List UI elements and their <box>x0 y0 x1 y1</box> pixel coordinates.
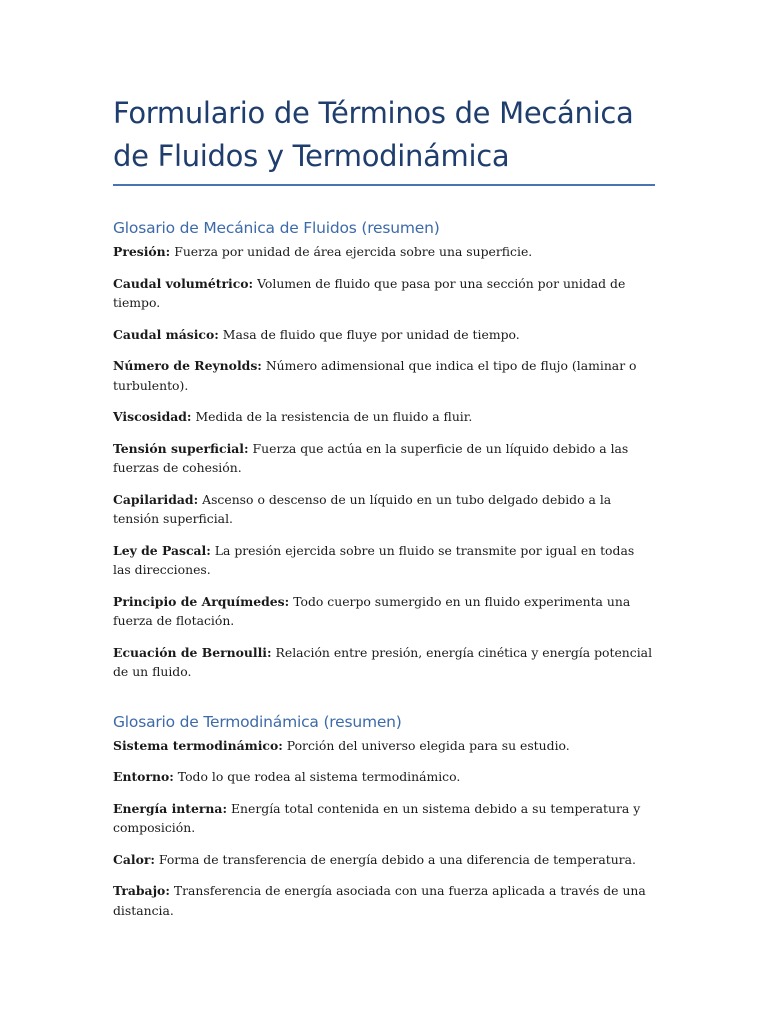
glossary-entry <box>113 799 655 838</box>
glossary-term: Caudal volumétrico: <box>113 275 254 291</box>
glossary-definition: Relación entre presión, energía cinética y energía potencial de un fluido. <box>113 644 653 679</box>
glossary-definition: Masa de fluido que fluye por unidad de tiempo. <box>222 326 520 342</box>
glossary-term: Presión: <box>113 244 171 259</box>
glossary-definition: Porción del universo elegida para su estudio. <box>286 737 570 753</box>
glossary-term: Principio de Arquímedes: <box>113 593 290 609</box>
glossary-entry <box>113 541 655 580</box>
glossary-entry <box>113 356 655 395</box>
glossary-definition: Volumen de fluido que pasa por una sección por unidad de tiempo. <box>113 275 626 310</box>
glossary-definition: Todo lo que rodea al sistema termodinámico. <box>177 769 461 784</box>
thermodynamics-section <box>113 712 655 921</box>
glossary-term: Número de Reynolds: <box>113 358 262 373</box>
glossary-definition: Fuerza que actúa en la superficie de un líquido debido a las fuerzas de cohesión. <box>113 440 629 475</box>
glossary-term: Trabajo: <box>113 883 170 898</box>
document-page <box>113 92 655 932</box>
section-heading: Glosario de Mecánica de Fluidos (resumen) <box>113 219 440 237</box>
glossary-entry <box>113 592 655 631</box>
glossary-definition: Fuerza por unidad de área ejercida sobre una superficie. <box>174 244 533 259</box>
glossary-entry <box>113 767 655 787</box>
glossary-definition: Número adimensional que indica el tipo de flujo (laminar o turbulento). <box>113 358 637 393</box>
glossary-definition: Medida de la resistencia de un fluido a fluir. <box>195 409 473 424</box>
fluid-mechanics-section <box>113 218 655 682</box>
document-title: Formulario de Términos de Mecánica de Fluidos y Termodinámica <box>113 96 634 173</box>
glossary-term: Ley de Pascal: <box>113 542 211 558</box>
glossary-term: Energía interna: <box>113 800 228 816</box>
glossary-term: Tensión superficial: <box>113 440 249 456</box>
glossary-definition: Transferencia de energía asociada con una fuerza aplicada a través de una distancia. <box>113 883 646 918</box>
glossary-entry <box>113 407 655 427</box>
glossary-entry <box>113 325 655 345</box>
glossary-definition: Todo cuerpo sumergido en un fluido experimenta una fuerza de flotación. <box>113 593 631 628</box>
glossary-term: Calor: <box>113 851 155 867</box>
glossary-term: Ecuación de Bernoulli: <box>113 644 272 660</box>
glossary-term: Sistema termodinámico: <box>113 737 283 753</box>
glossary-entry <box>113 490 655 529</box>
glossary-term: Capilaridad: <box>113 491 199 507</box>
glossary-entry <box>113 274 655 313</box>
glossary-term: Caudal másico: <box>113 326 219 342</box>
title-divider <box>113 184 655 186</box>
glossary-definition: Ascenso o descenso de un líquido en un tubo delgado debido a la tensión superficial. <box>113 491 612 526</box>
glossary-term: Entorno: <box>113 769 174 784</box>
glossary-entry <box>113 439 655 478</box>
section-heading: Glosario de Termodinámica (resumen) <box>113 712 402 731</box>
glossary-definition: Energía total contenida en un sistema debido a su temperatura y composición. <box>113 800 641 835</box>
glossary-entry <box>113 881 655 920</box>
glossary-entry <box>113 643 655 682</box>
glossary-entry <box>113 736 655 756</box>
glossary-entry <box>113 242 655 262</box>
glossary-term: Viscosidad: <box>113 409 192 424</box>
glossary-definition: Forma de transferencia de energía debido a una diferencia de temperatura. <box>158 851 636 867</box>
glossary-entry <box>113 850 655 870</box>
glossary-definition: La presión ejercida sobre un fluido se transmite por igual en todas las direcciones. <box>113 542 635 577</box>
